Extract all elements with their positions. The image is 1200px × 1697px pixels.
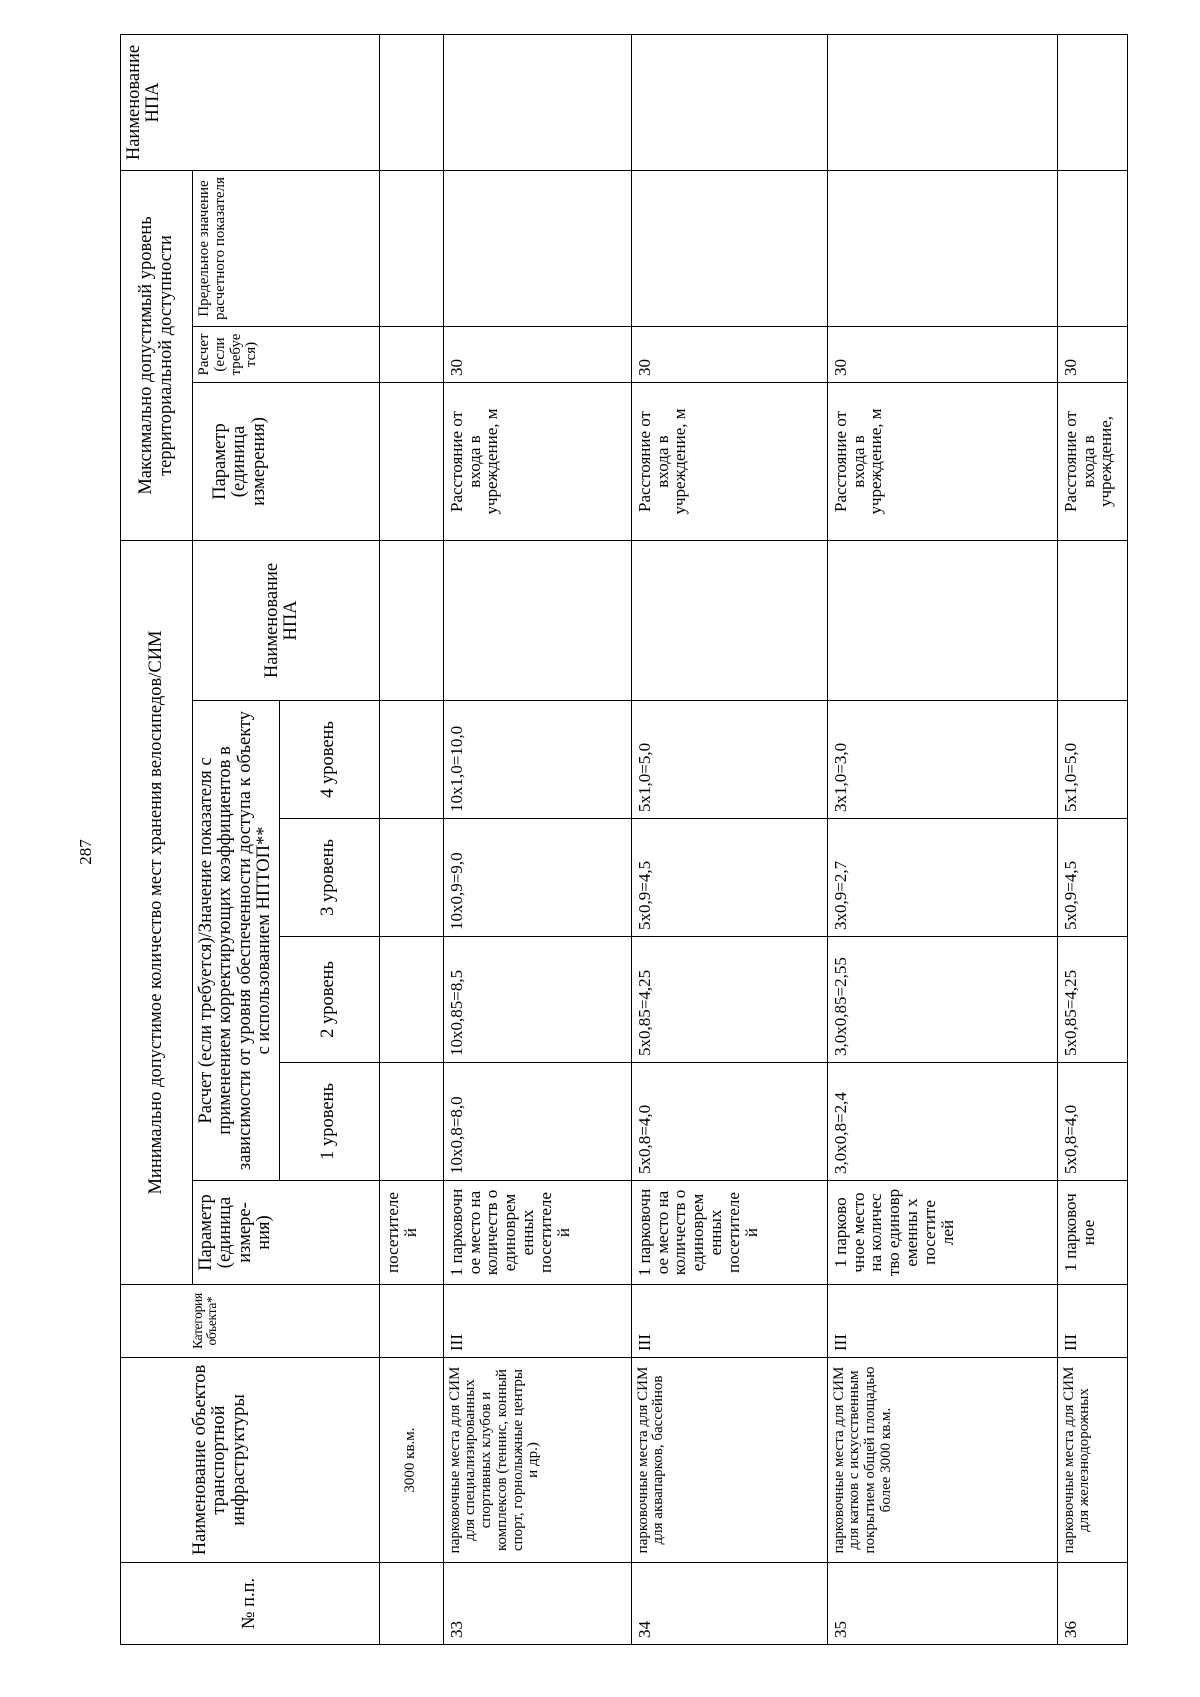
cell-npa1 (631, 541, 827, 701)
cell-level-1: 5х0,8=4,0 (1057, 1063, 1127, 1181)
header-npa1: Наименование НПА (193, 541, 380, 701)
table-row (1057, 35, 1127, 1645)
cell-category (379, 1285, 443, 1358)
cell-npa2 (631, 35, 827, 171)
table-row (443, 35, 631, 1645)
cell-level-2: 5х0,85=4,25 (631, 937, 827, 1063)
cell-level-3: 5х0,9=4,5 (631, 819, 827, 937)
cell-name: 3000 кв.м. (379, 1358, 443, 1563)
cell-level-4: 5х1,0=5,0 (631, 701, 827, 819)
cell-npa2 (379, 35, 443, 171)
cell-max-limit (1057, 171, 1127, 327)
table-row (379, 35, 443, 1645)
cell-max-param (379, 383, 443, 541)
header-max-group: Максимально допустимый уровень территориальной доступности (121, 171, 193, 541)
header-level-2: 2 уровень (279, 937, 379, 1063)
cell-name: парковочные места для СИМ для железнодорожных (1057, 1358, 1127, 1563)
cell-level-1 (379, 1063, 443, 1181)
cell-param: посетителе й (379, 1181, 443, 1285)
header-category: Категория объекта* (121, 1285, 380, 1358)
table-row (827, 35, 1057, 1645)
header-min-group: Минимально допустимое количество мест хранения велосипедов/СИМ (121, 541, 193, 1285)
cell-max-calc (379, 327, 443, 383)
cell-level-2: 10х0,85=8,5 (443, 937, 631, 1063)
cell-level-2: 5х0,85=4,25 (1057, 937, 1127, 1063)
cell-level-3: 5х0,9=4,5 (1057, 819, 1127, 937)
cell-max-calc: 30 (1057, 327, 1127, 383)
cell-npa1 (379, 541, 443, 701)
header-level-3: 3 уровень (279, 819, 379, 937)
cell-npa1 (1057, 541, 1127, 701)
cell-max-calc: 30 (443, 327, 631, 383)
requirements-table (120, 34, 1128, 1645)
cell-level-4 (379, 701, 443, 819)
cell-level-1: 10х0,8=8,0 (443, 1063, 631, 1181)
cell-category: III (443, 1285, 631, 1358)
header-level-1: 1 уровень (279, 1063, 379, 1181)
cell-npa2 (443, 35, 631, 171)
cell-npa2 (827, 35, 1057, 171)
cell-max-calc: 30 (827, 327, 1057, 383)
cell-name: парковочные места для СИМ для аквапарков, бассейнов (631, 1358, 827, 1563)
cell-level-4: 10х1,0=10,0 (443, 701, 631, 819)
cell-npa1 (443, 541, 631, 701)
cell-no: 34 (631, 1563, 827, 1645)
cell-max-param: Расстояние от входа в учреждение, м (631, 383, 827, 541)
cell-param: 1 парковочн ое место на количеств о единоврем енных посетителе й (631, 1181, 827, 1285)
cell-param: 1 парковоч ное (1057, 1181, 1127, 1285)
cell-level-4: 3х1,0=3,0 (827, 701, 1057, 819)
cell-no: 33 (443, 1563, 631, 1645)
header-param: Параметр (единица измере- ния) (193, 1181, 380, 1285)
cell-name: парковочные места для СИМ для катков с искусственным покрытием общей площадью более 3000 кв.м. (827, 1358, 1057, 1563)
header-max-calc: Расчет (если требуется) (193, 327, 380, 383)
cell-max-param: Расстояние от входа в учреждение, м (443, 383, 631, 541)
cell-param: 1 парковочн ое место на количеств о единоврем енных посетителе й (443, 1181, 631, 1285)
cell-max-limit (631, 171, 827, 327)
cell-level-2 (379, 937, 443, 1063)
cell-max-limit (827, 171, 1057, 327)
cell-level-2: 3,0х0,85=2,55 (827, 937, 1057, 1063)
cell-npa1 (827, 541, 1057, 701)
cell-max-limit (443, 171, 631, 327)
cell-category: III (1057, 1285, 1127, 1358)
table-row (631, 35, 827, 1645)
header-row-1 (121, 35, 193, 1645)
cell-max-calc: 30 (631, 327, 827, 383)
header-calc-group: Расчет (если требуется)/Значение показателя с применением корректирующих коэффициентов в зависимости от уровня обеспеченности доступа к объекту с использованием НПТОП** (193, 701, 280, 1181)
cell-level-4: 5х1,0=5,0 (1057, 701, 1127, 819)
cell-max-limit (379, 171, 443, 327)
cell-level-3: 3х0,9=2,7 (827, 819, 1057, 937)
header-max-limit: Предельное значение расчетного показателя (193, 171, 380, 327)
header-name: Наименование объектов транспортной инфраструктуры (121, 1358, 380, 1563)
cell-category: III (827, 1285, 1057, 1358)
cell-no (379, 1563, 443, 1645)
cell-category: III (631, 1285, 827, 1358)
rotated-table-container (120, 35, 1116, 1645)
cell-max-param: Расстояние от входа в учреждение, м (827, 383, 1057, 541)
header-no: № п.п. (121, 1563, 380, 1645)
cell-level-3 (379, 819, 443, 937)
cell-npa2 (1057, 35, 1127, 171)
cell-max-param: Расстояние от входа в учреждение, (1057, 383, 1127, 541)
header-level-4: 4 уровень (279, 701, 379, 819)
cell-param: 1 парково чное место на количес тво единовр еменны х посетите лей (827, 1181, 1057, 1285)
header-max-param: Параметр (единица измерения) (193, 383, 380, 541)
header-npa2: Наименование НПА (121, 35, 380, 171)
cell-no: 35 (827, 1563, 1057, 1645)
cell-level-1: 5х0,8=4,0 (631, 1063, 827, 1181)
cell-no: 36 (1057, 1563, 1127, 1645)
cell-level-3: 10х0,9=9,0 (443, 819, 631, 937)
cell-name: парковочные места для СИМ для специализированных спортивных клубов и комплексов (теннис, конный спорт, горнолыжные центры и др.) (443, 1358, 631, 1563)
page-number: 287 (76, 839, 95, 865)
cell-level-1: 3,0х0,8=2,4 (827, 1063, 1057, 1181)
